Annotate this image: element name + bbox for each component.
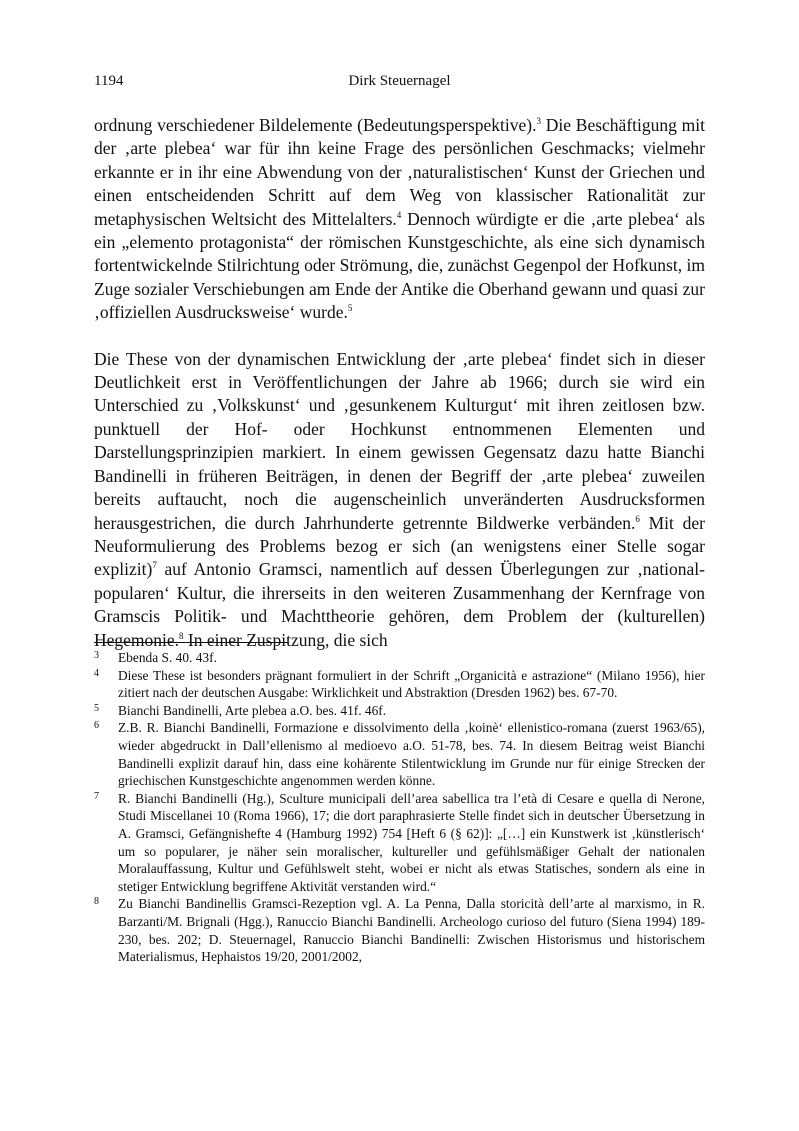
- footnote-number: 8: [94, 896, 99, 908]
- page-number: 1194: [94, 73, 124, 89]
- footnote: [94, 702, 705, 720]
- footnote: [94, 895, 705, 965]
- footnote-separator: [94, 642, 289, 643]
- footnote-ref: 5: [347, 303, 353, 314]
- footnote: [94, 790, 705, 896]
- body-paragraph: [94, 348, 705, 652]
- footnote-number: 7: [94, 790, 99, 802]
- text-segment: Die These von der dynamischen Entwicklung der ‚arte plebea‘ findet sich in dieser Deutlichkeit erst in Veröffentlichungen der Jahre ab 1966; durch sie wird ein Unterschied zu ‚Volkskunst‘ und ‚gesunkenem Kulturgut‘ mit ihren zeitlosen bzw. punktuell der Hof- oder Hochkunst entnommenen Elementen und Darstellungsprinzipien markiert. In einem gewissen Gegensatz dazu hatte Bianchi Bandinelli in früheren Beiträgen, in denen der Begriff der ‚arte plebea‘ zuweilen bereits auftaucht, noch die augenscheinlich unveränderten Ausdrucksformen herausgestrichen, die durch Jahrhunderte getrennte Bildwerke verbänden.: [94, 348, 705, 533]
- footnote-text: Ebenda S. 40. 43f.: [118, 650, 217, 665]
- body-paragraph: [94, 114, 705, 325]
- footnote: [94, 649, 705, 667]
- footnote-text: Diese These ist besonders prägnant formuliert in der Schrift „Organicità e astrazione“ (Milano 1956), hier zitiert nach der deutschen Ausgabe: Wirklichkeit und Abstraktion (Dresden 1962) bes. 67-70.: [118, 667, 705, 701]
- footnote-text: Zu Bianchi Bandinellis Gramsci-Rezeption vgl. A. La Penna, Dalla storicità dell’arte al marxismo, in R. Barzanti/M. Brignali (Hgg.), Ranuccio Bianchi Bandinelli. Archeologo curioso del futuro (Siena 1994) 189-230, bes. 202; D. Steuernagel, Ranuccio Bianchi Bandinelli: Zwischen Historismus und historischem Materialismus, Hephaistos 19/20, 2001/2002,: [118, 896, 705, 965]
- footnote-number: 3: [94, 650, 99, 661]
- text-segment: auf Antonio Gramsci, namentlich auf dessen Überlegungen zur ‚national-popularen‘ Kultur, die ihrerseits in den weiteren Zusammenhang der Kernfrage von Gramscis Politik- und Machttheorie gehören, dem Problem der (kulturellen) Hegemonie.: [94, 559, 705, 650]
- text-segment: ordnung verschiedener Bildelemente (Bedeutungsperspektive).: [94, 115, 537, 135]
- footnote-ref: 6: [635, 513, 640, 524]
- footnote-text: Z.B. R. Bianchi Bandinelli, Formazione e dissolvimento della ‚koinè‘ ellenistico-romana (zuerst 1963/65), wieder abgedruckt in Dall’ellenismo al medioevo a.O. 51-78, bes. 74. In diesem Beitrag weist Bianchi Bandinelli explizit darauf hin, dass eine kohärente Stilentwicklung im Grunde nur für einige Strecken der griechischen Kunstgeschichte angenommen werden könne.: [118, 720, 705, 789]
- footnote-ref: 7: [152, 560, 157, 571]
- footnote-ref: 3: [536, 116, 541, 126]
- footnote-ref: 8: [179, 630, 184, 641]
- text-segment: Die Beschäftigung mit der ‚arte plebea‘ war für ihn keine Frage des persönlichen Geschmacks; vielmehr erkannte er in ihr eine Abwendung von der ‚naturalistischen‘ Kunst der Griechen und einen entscheidenden Schritt auf dem Weg von klassischer Rationalität zur metaphysischen Weltsicht des Mittelalters.: [94, 115, 705, 229]
- running-title: Dirk Steuernagel: [348, 73, 451, 89]
- footnote: [94, 667, 705, 702]
- body-text: [94, 114, 705, 652]
- footnote-number: 6: [94, 720, 99, 732]
- text-segment: In einer Zuspitzung, die sich: [183, 629, 388, 650]
- footnote-text: R. Bianchi Bandinelli (Hg.), Sculture municipali dell’area sabellica tra l’età di Cesare e quella di Nerone, Studi Miscellanei 10 (Roma 1966), 17; die dort paraphrasierte Stelle findet sich in deutscher Übersetzung in A. Gramsci, Gefängnishefte 4 (Hamburg 1992) 754 [Heft 6 (§ 62)]: „[…] ein Kunstwerk ist ‚künstlerisch‘ um so popularer, je näher sein moralischer, kultureller und gefühlsmäßiger Gehalt der nationalen Moralauffassung, Kultur und Gefühlswelt steht, wobei er nicht als etwas Statisches, sondern als eine in stetiger Entwicklung begriffene Aktivität verstanden wird.“: [118, 790, 705, 894]
- footnote-number: 5: [94, 702, 99, 714]
- footnotes: [94, 649, 705, 966]
- footnote: [94, 719, 705, 789]
- footnote-ref: 4: [396, 209, 402, 220]
- text-segment: Dennoch würdigte er die ‚arte plebea‘ als ein „elemento protagonista“ der römischen Kunstgeschichte, als eine sich dynamisch fortentwickelnde Stilrichtung oder Strömung, die, zunächst Gegenpol der Hofkunst, im Zuge sozialer Verschiebungen am Ende der Antike die Oberhand gewann und quasi zur ‚offiziellen Ausdrucksweise‘ wurde.: [94, 208, 706, 323]
- text-segment: Mit der Neuformulierung des Problems bezog er sich (an wenigstens einer Stelle sogar explizit): [94, 512, 705, 580]
- page-header: [94, 73, 705, 93]
- footnote-text: Bianchi Bandinelli, Arte plebea a.O. bes. 41f. 46f.: [118, 702, 387, 718]
- footnote-number: 4: [94, 667, 99, 679]
